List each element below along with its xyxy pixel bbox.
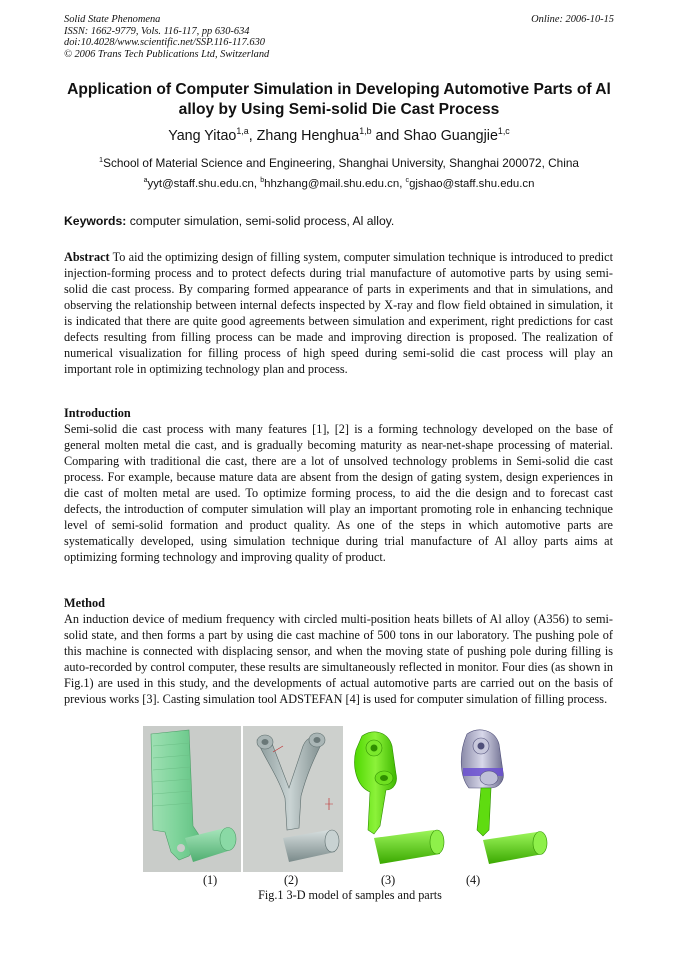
email-address: gjshao@staff.shu.edu.cn	[409, 178, 535, 190]
author-sup: 1,a	[236, 126, 249, 137]
introduction-heading: Introduction	[64, 406, 131, 420]
author-list	[58, 128, 620, 144]
method-text: An induction device of medium frequency with circled multi-position heats billets of Al alloy (A356) to semi-solid state, and then forms a part by using die cast machine of 500 tons in our laboratory. The pushing pole of this machine is connected with displacing sensor, and when the moving state of pushing pole during filling is auto-recorded by control computer, these results are simultaneously reflected in monitor. Four dies (as shown in Fig.1) are used in this study, and the developments of actual automotive parts are carried out on the basis of previous works [3]. Casting simulation tool ADSTEFAN [4] is used for computer simulation of filling process.	[64, 612, 613, 706]
online-date: Online: 2006-10-15	[531, 14, 614, 25]
figure-label-1: (1)	[203, 873, 218, 887]
email-sup: b	[260, 177, 265, 185]
keywords	[64, 214, 624, 228]
issn-line: ISSN: 1662-9779, Vols. 116-117, pp 630-634	[64, 25, 250, 37]
author-name: Shao Guangjie	[403, 128, 498, 144]
email-address: hhzhang@mail.shu.edu.cn	[264, 178, 400, 190]
figure-panel-2	[243, 726, 343, 872]
figure-label-4: (4)	[466, 873, 481, 887]
affiliation-text: School of Material Science and Engineering, Shanghai University, Shanghai 200072, China	[103, 156, 579, 170]
journal-name: Solid State Phenomena	[64, 14, 161, 25]
email-address: yyt@staff.shu.edu.cn	[147, 178, 254, 190]
author-separator: ,	[248, 128, 257, 144]
paper-title: Application of Computer Simulation in Developing Automotive Parts of Al alloy by Using Semi-solid Die Cast Process	[67, 81, 611, 118]
abstract	[64, 250, 613, 378]
keywords-text: computer simulation, semi-solid process, Al alloy.	[126, 214, 395, 228]
affiliation-sup: 1	[99, 155, 104, 165]
author-sup: 1,b	[359, 126, 372, 137]
figure-label-3: (3)	[381, 873, 396, 887]
introduction-text: Semi-solid die cast process with many features [1], [2] is a forming technology developed on the base of general molten metal die cast, and is gradually becoming maturity as near-net-shape processing of material. Comparing with traditional die cast, there are a lot of unsolved technology problems in Semi-solid die cast process. For example, because mature data are absent from the design of gating system, design experiences in die cast of molten metal are used. To optimize forming process, to aid the die design and to forecast cast defects, the introduction of computer simulation will play an important promoting role in enhancing technique level of semi-solid formation and product quality. As one of the steps in which automotive parts are systematically developed, using simulation technique during trial manufacture of Al alloy parts aims at optimizing forming technology and improving quality of product.	[64, 422, 613, 564]
author-and: and	[371, 128, 404, 144]
email-sup: a	[143, 177, 148, 185]
email-separator: ,	[253, 178, 261, 190]
keywords-label: Keywords:	[64, 214, 127, 228]
method-heading: Method	[64, 596, 105, 610]
figure-caption: Fig.1 3-D model of samples and parts	[258, 888, 442, 902]
figure-panel-3	[344, 726, 452, 872]
email-list	[58, 178, 620, 190]
abstract-text: To aid the optimizing design of filling system, computer simulation technique is introduced to predict injection-forming process and to protect defects during trial manufacture of automotive parts by using semi-solid die cast process. By comparing formed appearance of parts in experiments and that in simulations, and observing the relationship between internal defects inspected by X-ray and flow field obtained in simulation, it is indicated that there are quite good agreements between simulation and experiment, right predictions for cast defects resulting from filling process can be made and improving direction is proposed. The realization of numerical visualization for filling process of high speed during semi-solid die cast process will play an important role in optimizing technology plan and process.	[64, 250, 613, 376]
author-name: Yang Yitao	[168, 128, 237, 144]
abstract-label: Abstract	[64, 250, 110, 264]
figure-panel-1	[143, 726, 241, 872]
email-sup: c	[405, 177, 410, 185]
affiliation	[58, 156, 620, 170]
author-name: Zhang Henghua	[256, 128, 360, 144]
journal-header	[64, 14, 269, 60]
figure-label-2: (2)	[284, 873, 299, 887]
author-sup: 1,c	[497, 126, 510, 137]
figure-panel-4	[453, 726, 553, 872]
copyright-line: © 2006 Trans Tech Publications Ltd, Switzerland	[64, 48, 270, 60]
doi-line: doi:10.4028/www.scientific.net/SSP.116-117.630	[64, 37, 265, 49]
email-separator: ,	[399, 178, 406, 190]
